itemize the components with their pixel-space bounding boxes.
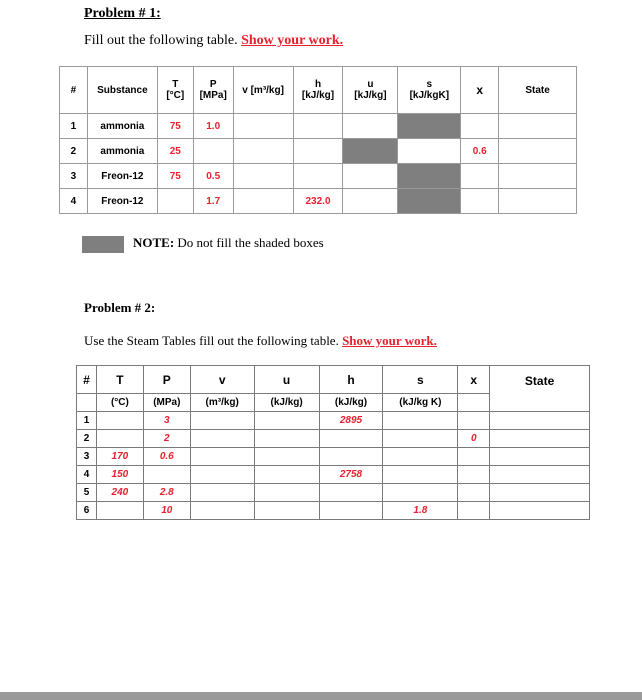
cell-x: 0.6 xyxy=(461,139,499,164)
problem1-instruction xyxy=(84,33,343,49)
header-t: T [°C] xyxy=(157,67,193,114)
cell-t: 25 xyxy=(157,139,193,164)
cell-p: 0.5 xyxy=(193,164,233,189)
cell-s-shaded xyxy=(398,114,461,139)
cell-p: 3 xyxy=(143,412,190,430)
note-label: NOTE: xyxy=(133,235,175,250)
header-t: T xyxy=(96,366,143,394)
cell-num: 1 xyxy=(77,412,97,430)
note-text: Do not fill the shaded boxes xyxy=(177,235,324,250)
cell-num: 4 xyxy=(77,466,97,484)
cell-s xyxy=(383,430,458,448)
cell-s-shaded xyxy=(398,164,461,189)
cell-t xyxy=(96,412,143,430)
header-u: u xyxy=(254,366,319,394)
cell-t: 75 xyxy=(157,114,193,139)
cell-t: 150 xyxy=(96,466,143,484)
cell-h xyxy=(319,484,383,502)
cell-x xyxy=(458,466,490,484)
cell-v xyxy=(190,448,254,466)
cell-x xyxy=(458,484,490,502)
header-state: State xyxy=(490,366,590,412)
cell-u xyxy=(254,484,319,502)
cell-num: 4 xyxy=(60,189,88,214)
table-row xyxy=(77,502,590,520)
header-x: x xyxy=(458,366,490,394)
cell-u xyxy=(254,448,319,466)
cell-u xyxy=(343,164,398,189)
cell-x xyxy=(461,189,499,214)
cell-v xyxy=(233,139,293,164)
cell-u xyxy=(254,430,319,448)
cell-x xyxy=(458,412,490,430)
cell-h xyxy=(319,448,383,466)
cell-x: 0 xyxy=(458,430,490,448)
header-u: u [kJ/kg] xyxy=(343,67,398,114)
table-row xyxy=(60,164,577,189)
cell-state xyxy=(490,448,590,466)
header-substance: Substance xyxy=(87,67,157,114)
cell-p: 1.7 xyxy=(193,189,233,214)
cell-u-shaded xyxy=(343,139,398,164)
problem2-instruction-text: Use the Steam Tables fill out the following table. xyxy=(84,333,339,348)
cell-u xyxy=(254,412,319,430)
cell-v xyxy=(190,430,254,448)
cell-s xyxy=(398,139,461,164)
cell-num: 6 xyxy=(77,502,97,520)
cell-p xyxy=(143,466,190,484)
header-v: v xyxy=(190,366,254,394)
cell-h xyxy=(319,502,383,520)
cell-u xyxy=(343,189,398,214)
cell-x xyxy=(458,448,490,466)
cell-p: 10 xyxy=(143,502,190,520)
cell-h xyxy=(319,430,383,448)
cell-state xyxy=(490,466,590,484)
table-row xyxy=(60,139,577,164)
cell-s xyxy=(383,448,458,466)
cell-u xyxy=(343,114,398,139)
header-p: P [MPa] xyxy=(193,67,233,114)
header-state: State xyxy=(499,67,577,114)
cell-h: 2758 xyxy=(319,466,383,484)
cell-num: 3 xyxy=(60,164,88,189)
cell-s xyxy=(383,466,458,484)
cell-num: 2 xyxy=(60,139,88,164)
header-num: # xyxy=(77,366,97,394)
unit-v: (m³/kg) xyxy=(190,394,254,412)
header-x: x xyxy=(461,67,499,114)
cell-t xyxy=(157,189,193,214)
cell-state xyxy=(499,114,577,139)
cell-num: 1 xyxy=(60,114,88,139)
table-row xyxy=(77,430,590,448)
problem1-header-row xyxy=(60,67,577,114)
header-num: # xyxy=(60,67,88,114)
cell-v xyxy=(233,164,293,189)
cell-state xyxy=(490,484,590,502)
cell-t xyxy=(96,430,143,448)
cell-state xyxy=(490,412,590,430)
cell-num: 5 xyxy=(77,484,97,502)
cell-num: 2 xyxy=(77,430,97,448)
cell-state xyxy=(490,430,590,448)
header-s: s xyxy=(383,366,458,394)
cell-v xyxy=(190,466,254,484)
cell-h xyxy=(293,114,343,139)
bottom-scrollbar[interactable] xyxy=(0,692,642,700)
cell-v xyxy=(190,502,254,520)
cell-state xyxy=(499,139,577,164)
cell-t: 170 xyxy=(96,448,143,466)
cell-u xyxy=(254,466,319,484)
cell-x xyxy=(458,502,490,520)
cell-s-shaded xyxy=(398,189,461,214)
cell-s xyxy=(383,484,458,502)
header-h: h [kJ/kg] xyxy=(293,67,343,114)
shade-legend-swatch xyxy=(82,236,124,253)
header-s: s [kJ/kgK] xyxy=(398,67,461,114)
cell-num: 3 xyxy=(77,448,97,466)
table-row xyxy=(60,114,577,139)
unit-h: (kJ/kg) xyxy=(319,394,383,412)
cell-state xyxy=(499,164,577,189)
header-v: v [m³/kg] xyxy=(233,67,293,114)
cell-t xyxy=(96,502,143,520)
problem1-title: Problem # 1: xyxy=(84,6,161,21)
cell-substance: ammonia xyxy=(87,139,157,164)
cell-t: 75 xyxy=(157,164,193,189)
cell-u xyxy=(254,502,319,520)
table-row xyxy=(77,448,590,466)
unit-t: (°C) xyxy=(96,394,143,412)
cell-v xyxy=(190,412,254,430)
table-row xyxy=(77,484,590,502)
cell-t: 240 xyxy=(96,484,143,502)
cell-state xyxy=(499,189,577,214)
cell-x xyxy=(461,164,499,189)
problem2-table xyxy=(76,365,590,520)
cell-p: 2.8 xyxy=(143,484,190,502)
problem2-header-row xyxy=(77,366,590,394)
cell-s: 1.8 xyxy=(383,502,458,520)
table-row xyxy=(77,412,590,430)
cell-state xyxy=(490,502,590,520)
unit-p: (MPa) xyxy=(143,394,190,412)
cell-h: 2895 xyxy=(319,412,383,430)
unit-s: (kJ/kg K) xyxy=(383,394,458,412)
cell-substance: Freon-12 xyxy=(87,164,157,189)
table-row xyxy=(77,466,590,484)
cell-p: 1.0 xyxy=(193,114,233,139)
cell-x xyxy=(461,114,499,139)
cell-h xyxy=(293,139,343,164)
note xyxy=(133,235,324,251)
header-h: h xyxy=(319,366,383,394)
cell-p: 0.6 xyxy=(143,448,190,466)
problem1-instruction-text: Fill out the following table. xyxy=(84,33,238,48)
unit-u: (kJ/kg) xyxy=(254,394,319,412)
header-p: P xyxy=(143,366,190,394)
cell-s xyxy=(383,412,458,430)
cell-v xyxy=(233,114,293,139)
problem2-instruction xyxy=(84,333,437,349)
cell-v xyxy=(233,189,293,214)
cell-substance: Freon-12 xyxy=(87,189,157,214)
cell-h xyxy=(293,164,343,189)
unit-num xyxy=(77,394,97,412)
cell-v xyxy=(190,484,254,502)
problem2-title: Problem # 2: xyxy=(84,300,156,315)
cell-p xyxy=(193,139,233,164)
problem1-table xyxy=(59,66,577,214)
problem1-show-work: Show your work. xyxy=(241,33,344,48)
unit-x xyxy=(458,394,490,412)
cell-h: 232.0 xyxy=(293,189,343,214)
problem2-show-work: Show your work. xyxy=(342,333,437,348)
table-row xyxy=(60,189,577,214)
cell-substance: ammonia xyxy=(87,114,157,139)
cell-p: 2 xyxy=(143,430,190,448)
